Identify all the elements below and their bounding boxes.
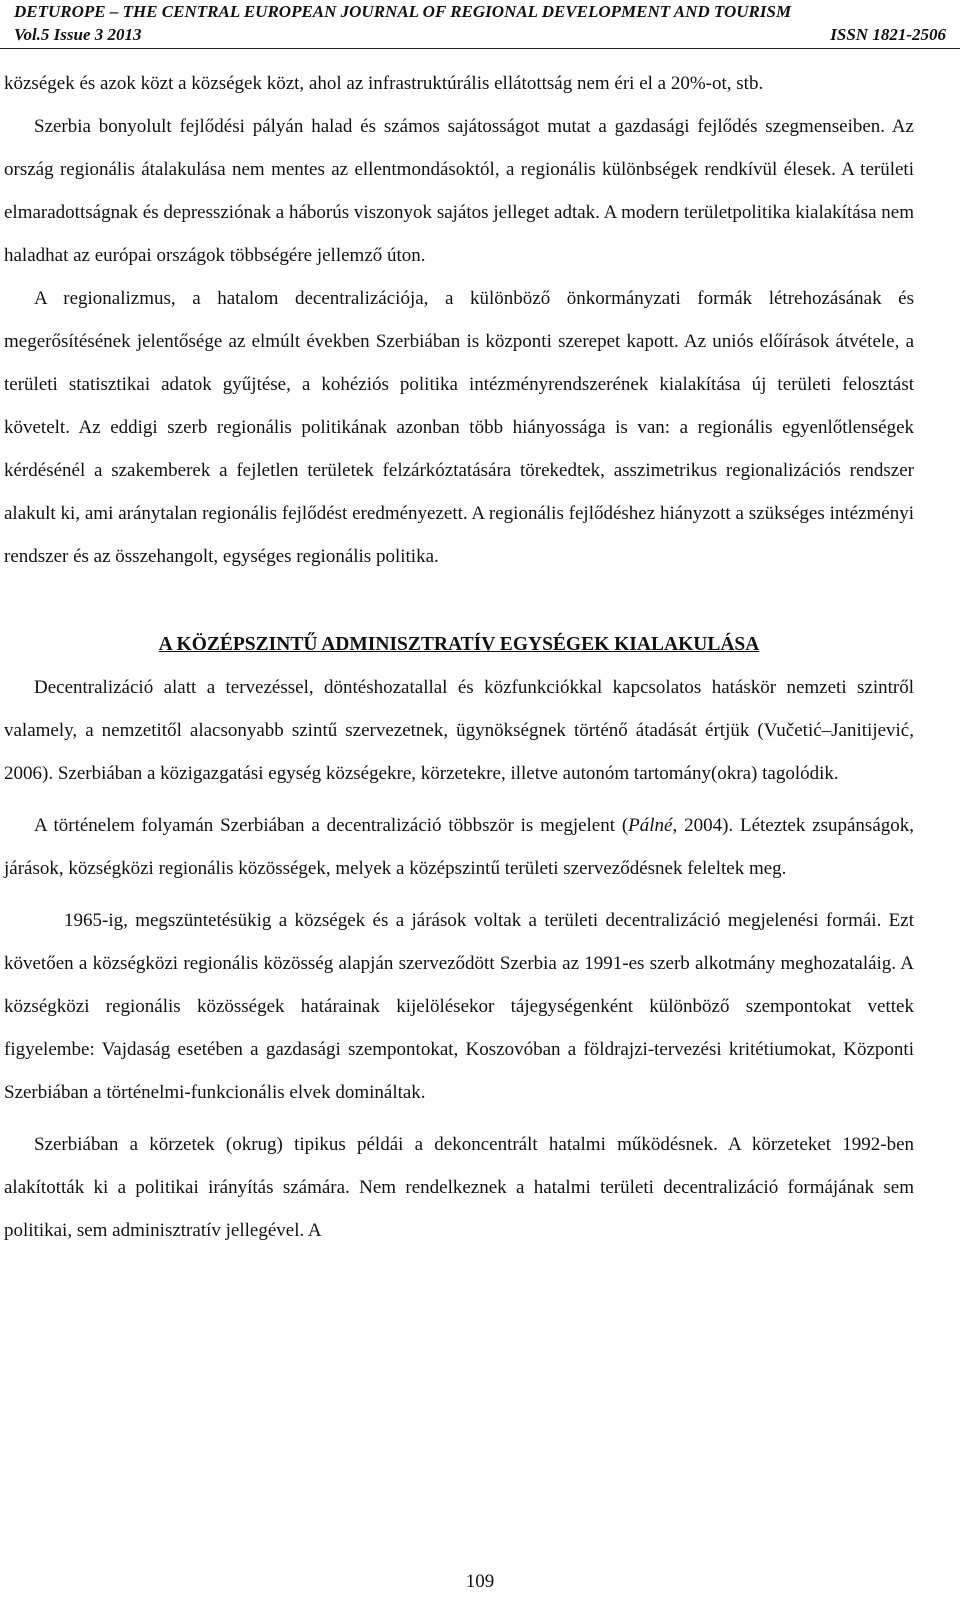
paragraph-6: 1965-ig, megszüntetésükig a községek és a járások voltak a területi decentralizáció megjelenési formái. Ezt követően a községközi regionális közösség alapján szerveződött Szerbia az 1991-es szerb alkotmány meghozataláig. A községközi regionális közösségek határainak kijelölésekor tájegységenként különböző szempontokat vettek figyelembe: Vajdaság esetében a gazdasági szempontokat, Koszovóban a földrajzi-tervezési kritétiumokat, Központi Szerbiában a történelmi-funkcionális elvek domináltak. <box>4 910 914 1103</box>
journal-issn: ISSN 1821-2506 <box>830 25 946 44</box>
paragraph-gap <box>4 890 914 899</box>
journal-volume: Vol.5 Issue 3 2013 <box>14 25 142 44</box>
citation-author: Pálné <box>628 815 673 836</box>
paragraph-gap <box>4 795 914 804</box>
header-row-1 <box>14 0 946 23</box>
paragraph-2: Szerbia bonyolult fejlődési pályán halad és számos sajátosságot mutat a gazdasági fejlődés szegmenseiben. Az ország regionális átalakulása nem mentes az ellentmondásoktól, a regionális különbségek rendkívül élesek. A területi elmaradottságnak és depressziónak a háborús viszonyok sajátos jelleget adtak. A modern területpolitika kialakítása nem haladhat az európai országok többségére jellemző úton. <box>4 116 914 266</box>
journal-header <box>0 0 960 49</box>
paragraph-3: A regionalizmus, a hatalom decentralizációja, a különböző önkormányzati formák létrehozásának és megerősítésének jelentősége az elmúlt években Szerbiában is központi szerepet kapott. Az uniós előírások átvétele, a területi statisztikai adatok gyűjtése, a kohéziós politika intézményrendszerének kialakítása új területi felosztást követelt. Az eddigi szerb regionális politikának azonban több hiányossága is van: a regionális egyenlőtlenségek kérdésénél a szakemberek a fejletlen területek felzárkóztatására törekedtek, asszimetrikus regionalizációs rendszer alakult ki, ami aránytalan regionális fejlődést eredményezett. A regionális fejlődéshez hiányzott a szükséges intézményi rendszer és az összehangolt, egységes regionális politika. <box>4 288 914 567</box>
article-body <box>4 62 914 1252</box>
page-number: 109 <box>465 1571 495 1592</box>
paragraph-5-start: A történelem folyamán Szerbiában a decentralizáció többször is megjelent ( <box>34 815 629 836</box>
paragraph-1: községek és azok közt a községek közt, ahol az infrastruktúrális ellátottság nem éri el a 20%-ot, stb. <box>4 73 764 94</box>
paragraph-7: Szerbiában a körzetek (okrug) tipikus példái a dekoncentrált hatalmi működésnek. A körzeteket 1992-ben alakították ki a politikai irányítás számára. Nem rendelkeznek a hatalmi területi decentralizáció formájának sem politikai, sem adminisztratív jellegével. A <box>4 1134 914 1241</box>
paragraph-4: Decentralizáció alatt a tervezéssel, döntéshozatallal és közfunkciókkal kapcsolatos hatáskör nemzeti szintről valamely, a nemzetitől alacsonyabb szintű szervezetnek, ügynökségnek történő átadását értjük (Vučetić–Janitijević, 2006). Szerbiában a közigazgatási egység községekre, körzetekre, illetve autonóm tartomány(okra) tagolódik. <box>4 677 914 784</box>
paragraph-5 <box>4 804 914 890</box>
paragraph-5-end: , 2004). Léteztek zsupánságok, járások, községközi regionális közösségek, melyek a középszintű területi szerveződésnek feleltek meg. <box>4 815 915 879</box>
section-heading: A KÖZÉPSZINTŰ ADMINISZTRATÍV EGYSÉGEK KIALAKULÁSA <box>158 634 760 655</box>
header-row-2 <box>14 23 946 46</box>
journal-title: DETUROPE – THE CENTRAL EUROPEAN JOURNAL OF REGIONAL DEVELOPMENT AND TOURISM <box>14 2 792 21</box>
paragraph-gap <box>4 1114 914 1123</box>
